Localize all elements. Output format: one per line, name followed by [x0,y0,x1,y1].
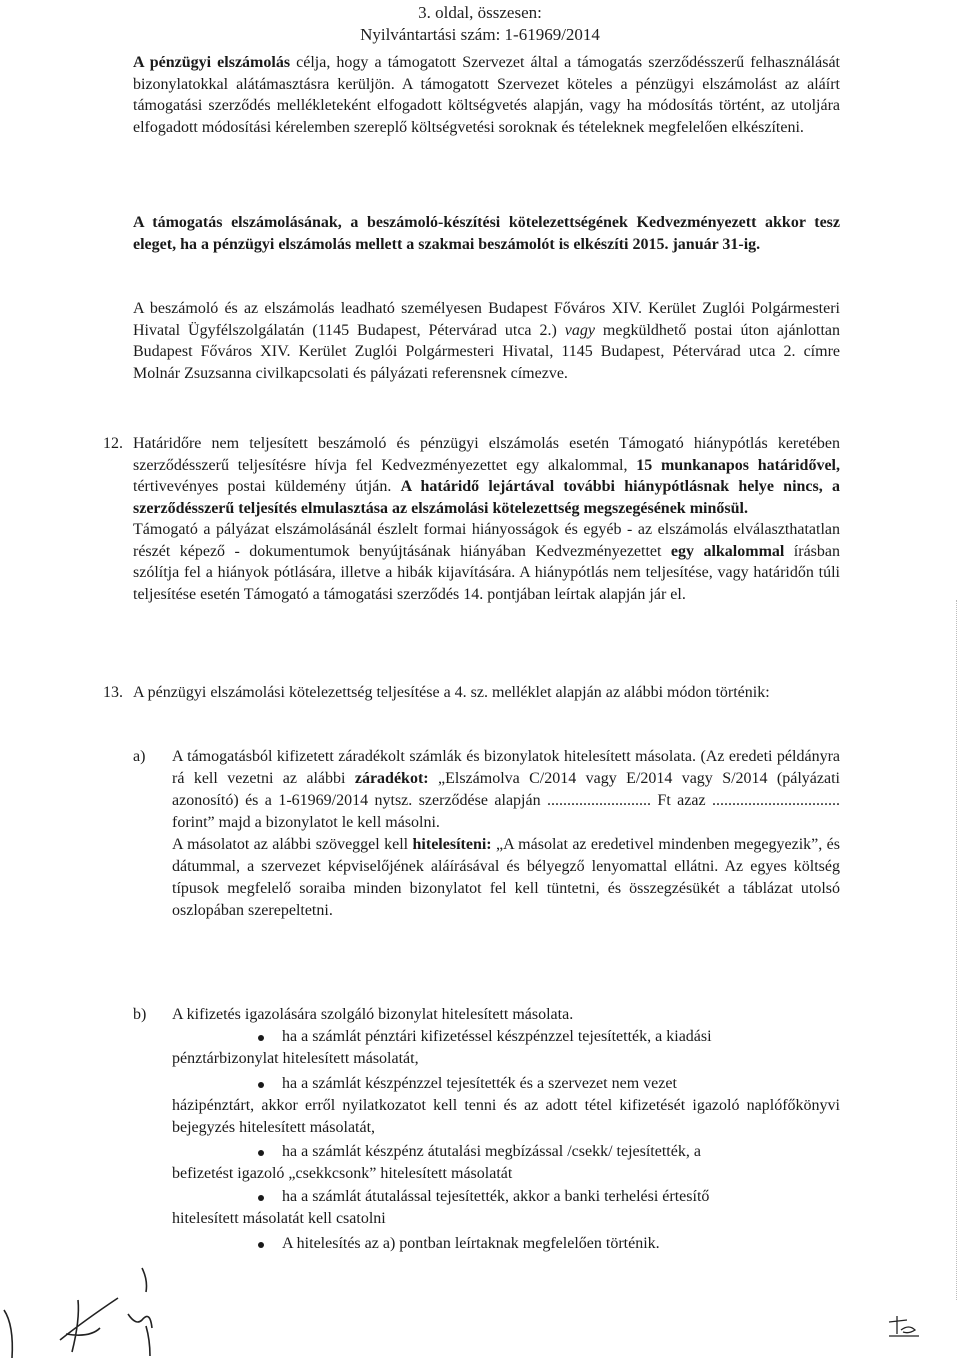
sub-a-label: a) [133,748,146,765]
bullet-item-continuation: pénztárbizonylat hitelesített másolatát, [172,1050,419,1067]
bullet-dot [258,1150,264,1156]
bullet-item-continuation: házipénztárt, akkor erről nyilatkozatot kell tenni és az adott tétel kifizetését igazoló naplófőkönyvi bejegyzés hitelesített másolatát, [172,1097,840,1136]
initials-mark [885,1312,925,1342]
paragraph-reporting-obligation: A támogatás elszámolásának, a beszámoló-készítési kötelezettségének Kedvezményezett akkor tesz eleget, ha a pénzügyi elszámolás mellett a szakmai beszámolót is elkészíti 2015. január 31-ig. [133,214,840,253]
handwritten-signature [0,1240,220,1360]
item-13-text: A pénzügyi elszámolási kötelezettség teljesítése a 4. sz. melléklet alapján az alábbi módon történik: [133,684,770,701]
page-edge-line [956,600,958,1300]
registration-number: Nyilvántartási szám: 1-61969/2014 [360,25,600,44]
item-12-text: Határidőre nem teljesített beszámoló és pénzügyi elszámolás esetén Támogató hiánypótlás keretében szerződésszerű teljesítésre hívja fel Kedvezményezettet egy alkalommal, 15 munkanapos határidővel, tértivevényes postai küldemény útján. A határidő lejártával további hiánypótlásnak helye nincs, a szerződésszerű teljesítés elmulasztása az elszámolási kötelezettség megszegésének minősül. Támogató a pályázat elszámolásánál észlelt formai hiányosságok és egyéb - az elszámolás elválaszthatatlan részét képező - dokumentumok benyújtásának hiányában Kedvezményezettet egy alkalommal írásban szólítja fel a hiányok pótlására, illetve a hibák kijavítására. A hiánypótlás nem teljesítése, vagy határidőn túli teljesítése esetén Támogató a támogatási szerződés 14. pontjában leírtak alapján jár el. [133,435,841,603]
item-12-number: 12. [103,435,123,452]
bullet-item-continuation: befizetést igazoló „csekkcsonk” hitelesített másolatát [172,1165,513,1182]
bullet-item: A hitelesítés az a) pontban leírtaknak megfelelően történik. [282,1235,660,1252]
bullet-dot [258,1242,264,1248]
page-header [0,2,960,46]
bullet-dot [258,1035,264,1041]
sub-b-label: b) [133,1006,147,1023]
bullet-dot [258,1082,264,1088]
bullet-dot [258,1195,264,1201]
bullet-item-continuation: hitelesített másolatát kell csatolni [172,1210,386,1227]
bullet-item: ha a számlát készpénzzel tejesítették és a szervezet nem vezet [282,1075,677,1092]
page-number: 3. oldal, összesen: [418,3,542,22]
bullet-item: ha a számlát készpénz átutalási megbízással /csekk/ tejesítették, a [282,1143,701,1160]
sub-a-text: A támogatásból kifizetett záradékolt számlák és bizonylatok hitelesített másolata. (Az eredeti példányra rá kell vezetni az alábbi záradékot: „Elszámolva C/2014 vagy E/2014 vagy S/2014 (pályázati azonosító) és a 1-61969/2014 nytsz. szerződése alapján .......................... Ft azaz ................................ forint” majd a bizonylatot le kell másolni. A másolatot az alábbi szöveggel kell hitelesíteni: „A másolat az eredetivel mindenben megegyezik”, és dátummal, a szervezet képviselőjének aláírásával és bélyegző lenyomattal ellátni. Az egyes költség típusok megfelelő soraiba minden bizonylatot fel kell tüntetni, és összegzésükét a táblázat utolsó oszlopában szerepeltetni. [172,748,840,919]
item-13-number: 13. [103,684,123,701]
bullet-item: ha a számlát átutalással tejesítették, akkor a banki terhelési értesítő [282,1188,710,1205]
paragraph-financial-settlement: A pénzügyi elszámolás célja, hogy a támogatott Szervezet által a támogatás szerződésszerű felhasználását bizonylatokkal alátámasztásra kerüljön. A támogatott Szervezet köteles a pénzügyi elszámolást az aláírt támogatási szerződés mellékleteként elfogadott költségvetés alapján, vagy ha módosítás történt, az utoljára elfogadott módosítási kérelemben szereplő költségvetési soroknak és tételeknek megfelelően elkészíteni. [133,54,840,136]
bullet-item: ha a számlát pénztári kifizetéssel készpénzzel tejesítették, a kiadási [282,1028,712,1045]
bold-term: A pénzügyi elszámolás [133,54,291,71]
sub-b-intro: A kifizetés igazolására szolgáló bizonylat hitelesített másolata. [172,1006,574,1023]
paragraph-submission: A beszámoló és az elszámolás leadható személyesen Budapest Főváros XIV. Kerület Zuglói Polgármesteri Hivatal Ügyfélszolgálatán (1145 Budapest, Pétervárad utca 2.) vagy megküldhető postai úton ajánlottan Budapest Főváros XIV. Kerület Zuglói Polgármesteri Hivatal, 1145 Budapest, Pétervárad utca 2. címre Molnár Zsuzsanna civilkapcsolati és pályázati referensnek címezve. [133,300,841,382]
